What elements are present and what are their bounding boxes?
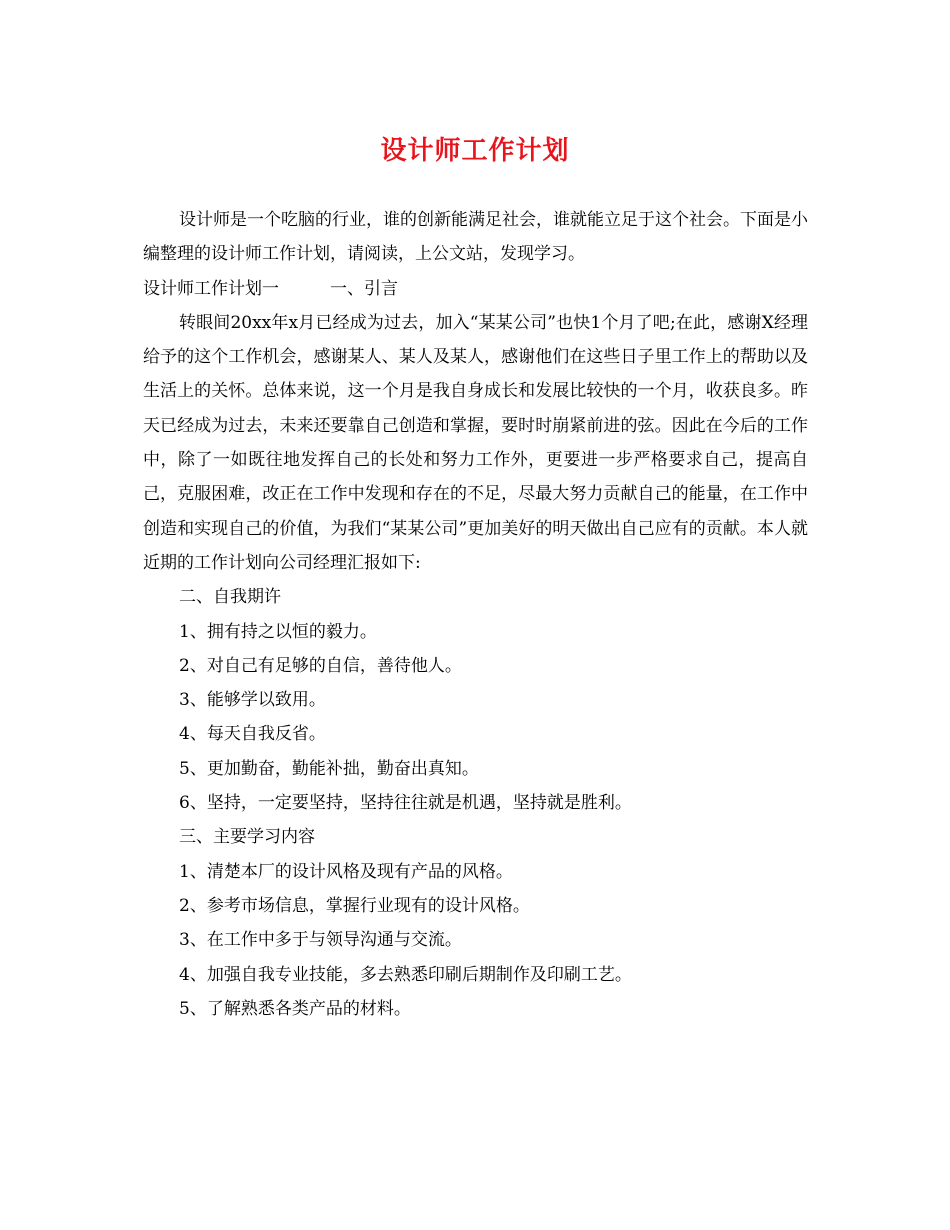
section-2-heading: 二、自我期许 — [179, 587, 281, 608]
introduction-paragraph: 转眼间20xx年x月已经成为过去，加入“某某公司”也快1个月了吧;在此，感谢X经理给予的这个工作机会，感谢某人、某人及某人，感谢他们在这些日子里工作上的帮助以及生活上的关怀。总体来说，这一个月是我自身成长和发展比较快的一个月，收获良多。昨天已经成为过去，未来还要靠自己创造和掌握，要时时崩紧前进的弦。因此在今后的工作中，除了一如既往地发挥自己的长处和努力工作外，更要进一步严格要求自己，提高自己，克服困难，改正在工作中发现和存在的不足，尽最大努力贡献自己的能量，在工作中创造和实现自己的价值，为我们“某某公司”更加美好的明天做出自己应有的贡献。本人就近期的工作计划向公司经理汇报如下: — [143, 312, 808, 573]
list-item: 2、对自己有足够的自信，善待他人。 — [179, 655, 462, 676]
list-item: 1、拥有持之以恒的毅力。 — [179, 621, 377, 642]
list-item: 4、加强自我专业技能，多去熟悉印刷后期制作及印刷工艺。 — [179, 964, 632, 985]
list-item: 3、能够学以致用。 — [179, 690, 326, 711]
list-item: 3、在工作中多于与领导沟通与交流。 — [179, 930, 462, 951]
plan-heading: 设计师工作计划一 一、引言 — [143, 278, 398, 299]
intro-paragraph: 设计师是一个吃脑的行业，谁的创新能满足社会，谁就能立足于这个社会。下面是小编整理的设计师工作计划，请阅读，上公文站，发现学习。 — [143, 210, 808, 265]
list-item: 4、每天自我反省。 — [179, 724, 326, 745]
list-item: 5、了解熟悉各类产品的材料。 — [179, 998, 411, 1019]
document-body — [143, 203, 808, 1026]
list-item: 1、清楚本厂的设计风格及现有产品的风格。 — [179, 861, 513, 882]
list-item: 6、坚持，一定要坚持，坚持往往就是机遇，坚持就是胜利。 — [179, 793, 632, 814]
list-item: 2、参考市场信息，掌握行业现有的设计风格。 — [179, 895, 530, 916]
document-title: 设计师工作计划 — [380, 136, 570, 166]
section-3-heading: 三、主要学习内容 — [179, 827, 315, 848]
list-item: 5、更加勤奋，勤能补拙，勤奋出真知。 — [179, 758, 479, 779]
